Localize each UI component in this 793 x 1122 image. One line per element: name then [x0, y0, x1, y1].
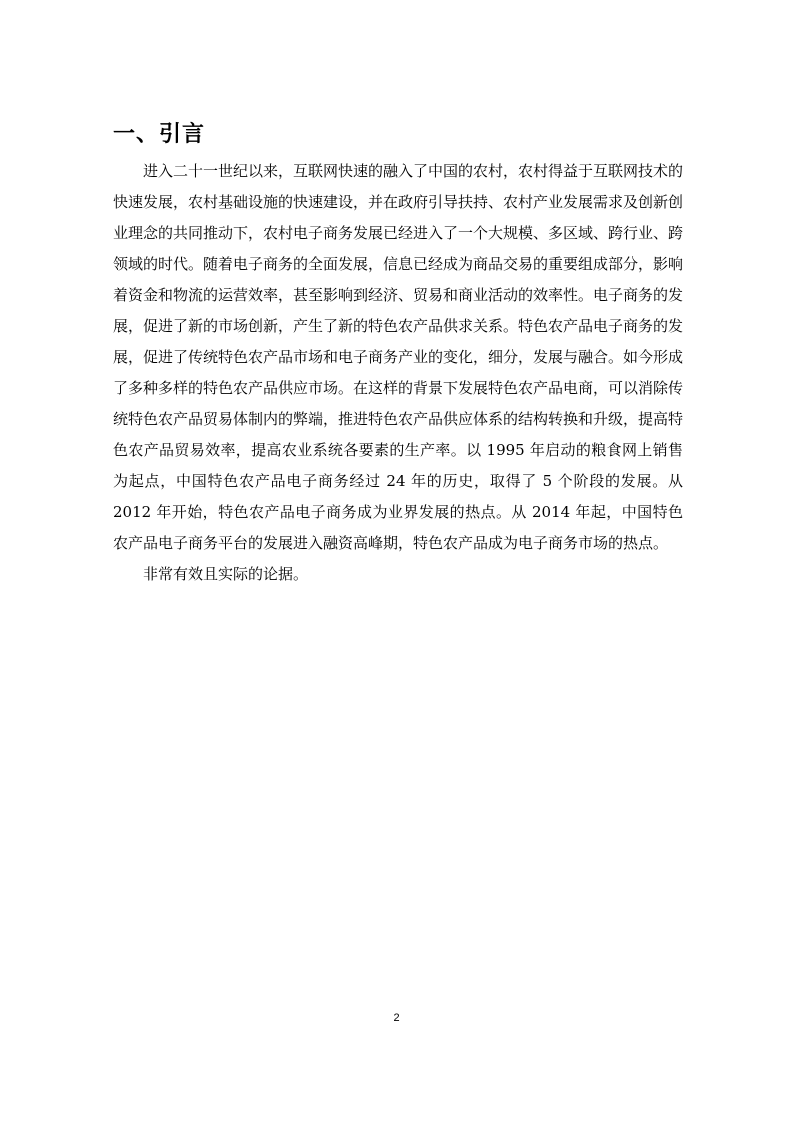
page-number: 2 [393, 1012, 400, 1024]
paragraph-comment: 非常有效且实际的论据。 [143, 565, 309, 583]
paragraph-introduction: 进入二十一世纪以来，互联网快速的融入了中国的农村，农村得益于互联网技术的快速发展，农村基础设施的快速建设，并在政府引导扶持、农村产业发展需求及创新创业理念的共同推动下，农村电子商务发展已经进入了一个大规模、多区域、跨行业、跨领域的时代。随着电子商务的全面发展，信息已经成为商品交易的重要组成部分，影响着资金和物流的运营效率，甚至影响到经济、贸易和商业活动的效率性。电子商务的发展，促进了新的市场创新，产生了新的特色农产品供求关系。特色农产品电子商务的发展，促进了传统特色农产品市场和电子商务产业的变化，细分，发展与融合。如今形成了多种多样的特色农产品供应市场。在这样的背景下发展特色农产品电商，可以消除传统特色农产品贸易体制内的弊端，推进特色农产品供应体系的结构转换和升级，提高特色农产品贸易效率，提高农业系统各要素的生产率。以 1995 年启动的粮食网上销售为起点，中国特色农产品电子商务经过 24 年的历史，取得了 5 个阶段的发展。从 2012 年开始，特色农产品电子商务成为业界发展的热点。从 2014 年起，中国特色农产品电子商务平台的发展进入融资高峰期，特色农产品成为电子商务市场的热点。 [113, 162, 684, 552]
body-text [113, 156, 683, 590]
section-heading: 一、引言 [113, 122, 206, 147]
